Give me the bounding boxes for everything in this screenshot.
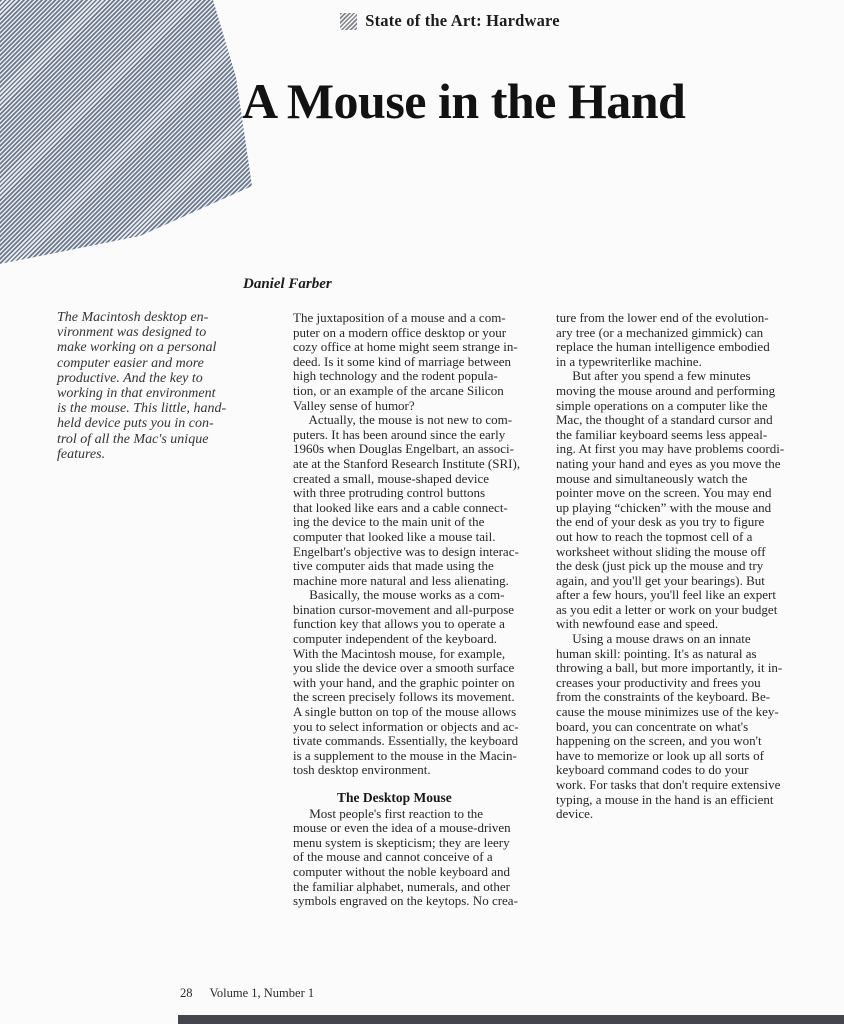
column-middle-part1: The juxtaposition of a mouse and a com- puter on a modern office desktop or your cozy office at home might seem strange in- deed. Is it some kind of marriage between high technology and the rodent popula- tion, or an example of the arcane Silicon Valley sense of humor? Actually, the mouse is not new to com- puters. It has been around since the early 1960s when Douglas Engelbart, an associ- ate at the Stanford Research Institute (SRI), created a small, mouse-shaped device with three protruding control buttons that looked like ears and a cable connect- ing the device to the main unit of the computer that looked like a mouse tail. Engelbart's objective was to design interac- tive computer aids that made using the machine more natural and less alienating. Basically, the mouse works as a com- bination cursor-movement and all-purpose function key that allows you to operate a computer independent of the keyboard. With the Macintosh mouse, for example, you slide the device over a smooth surface with your hand, and the graphic pointer on the screen precisely follows its movement. A single button on top of the mouse allows you to select information or objects and ac- tivate commands. Essentially, the keyboard is a supplement to the mouse in the Macin- tosh desktop environment. bbox=[293, 310, 521, 778]
kicker bbox=[0, 11, 844, 31]
article-title: A Mouse in the Hand bbox=[242, 72, 686, 129]
page-footer bbox=[180, 986, 314, 1001]
footer-issue-label: Volume 1, Number 1 bbox=[209, 986, 315, 1000]
column-middle bbox=[293, 311, 551, 909]
byline: Daniel Farber bbox=[243, 276, 332, 292]
column-right: ture from the lower end of the evolution- ary tree (or a mechanized gimmick) can replace the human intelligence embodied in a typewriterlike machine. But after you spend a few minutes moving the mouse around and performing simple operations on a computer like the Mac, the thought of a standard cursor and the familiar keyboard seems less appeal- ing. At first you may have problems coordi- nating your hand and eyes as you move the mouse and simultaneously watch the pointer move on the screen. You may end up playing “chicken” with the mouse and the end of your desk as you try to figure out how to reach the topmost cell of a worksheet without sliding the mouse off the desk (just pick up the mouse and try again, and you'll get your bearings). But after a few hours, you'll feel like an expert as you edit a letter or work on your budget with newfound ease and speed. Using a mouse draws on an innate human skill: pointing. It's as natural as throwing a ball, but more importantly, it in- creases your productivity and frees you from the constraints of the keyboard. Be- cause the mouse minimizes use of the key- board, you can concentrate on what's happening on the screen, and you won't have to memorize or look up all sorts of keyboard command codes to do your work. For tasks that don't require extensive typing, a mouse in the hand is an efficient device. bbox=[556, 310, 785, 822]
footer-page-number: 28 bbox=[180, 986, 193, 1000]
column-middle-part2: Most people's first reaction to the mouse or even the idea of a mouse-driven menu system is skepticism; they are leery of the mouse and cannot conceive of a computer without the noble keyboard and the familiar alphabet, numerals, and other symbols engraved on the keytops. No crea- bbox=[293, 805, 518, 909]
hatch-icon bbox=[340, 13, 357, 30]
section-heading: The Desktop Mouse bbox=[337, 790, 452, 805]
diagonal-hatch-graphic bbox=[0, 0, 254, 266]
standfirst: The Macintosh desktop en- vironment was designed to make working on a personal computer easier and more productive. And the key to working in that environment is the mouse. This little, hand- held device puts you in con- trol of all the Mac's unique features. bbox=[57, 310, 227, 462]
kicker-label: State of the Art: Hardware bbox=[365, 11, 560, 30]
bottom-edge-bar bbox=[178, 1015, 844, 1024]
